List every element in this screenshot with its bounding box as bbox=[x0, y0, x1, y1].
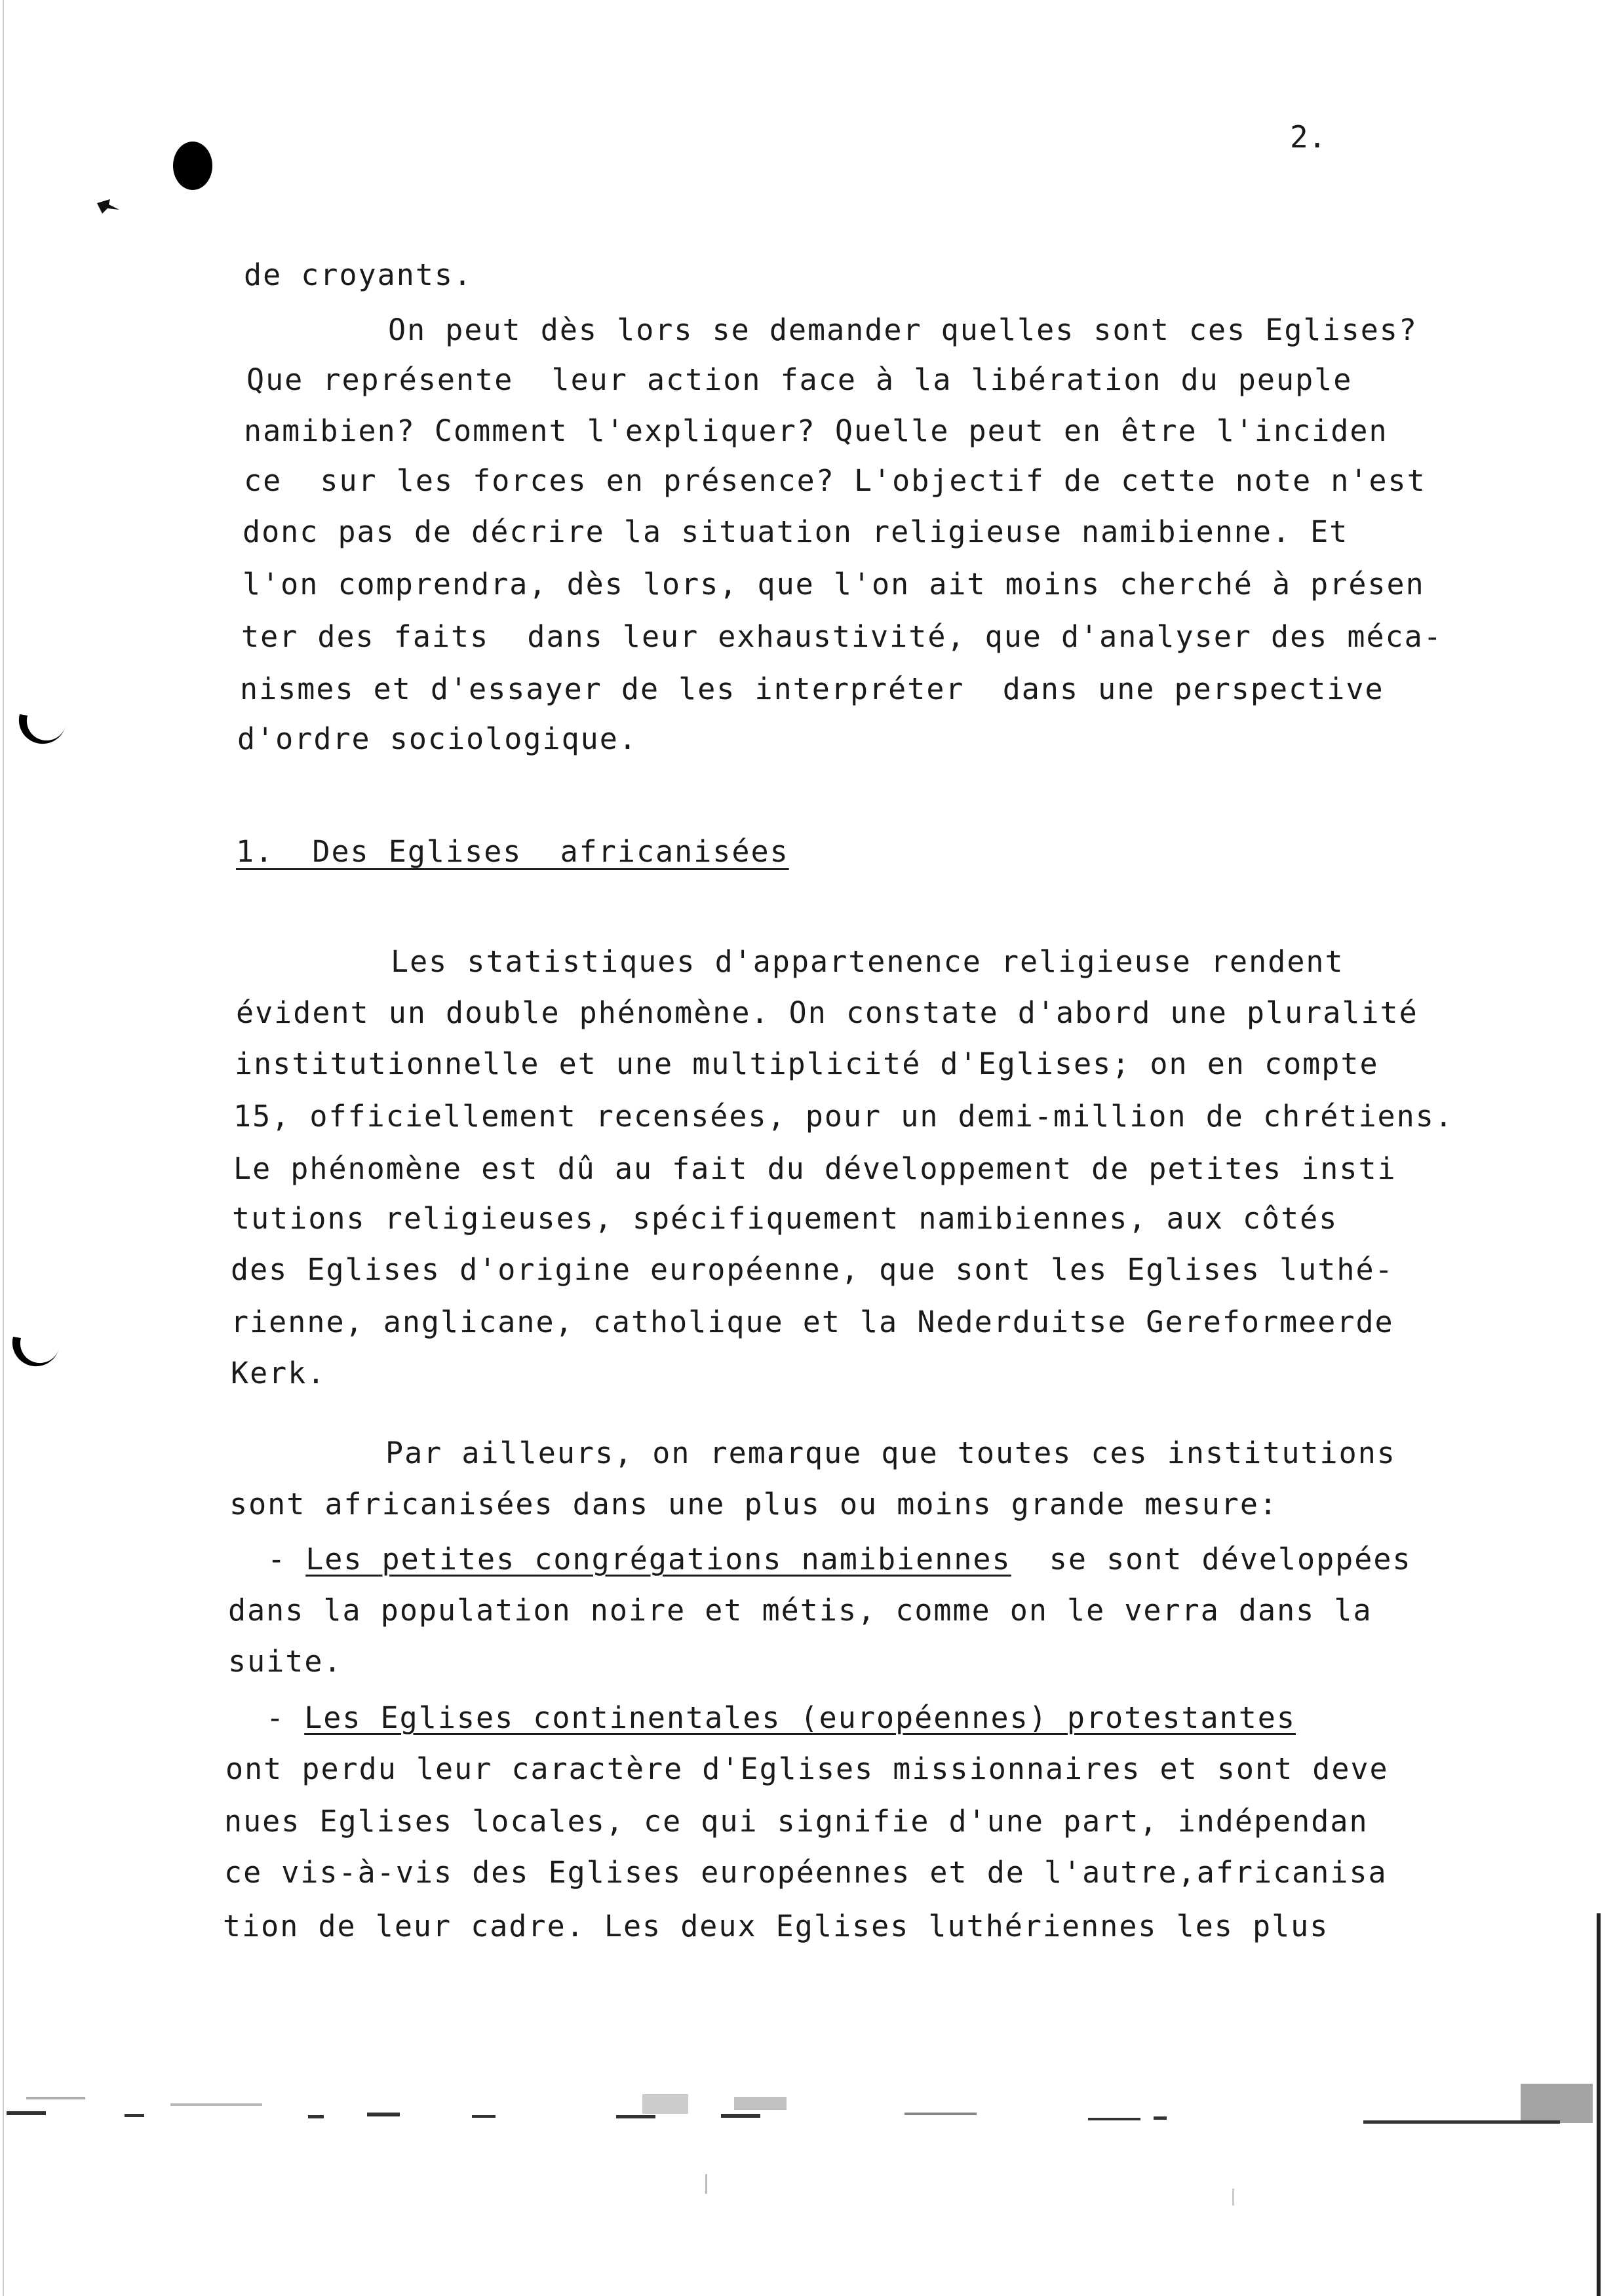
punch-hole-mark bbox=[173, 142, 212, 190]
paragraph-3-line-2: sont africanisées dans une plus ou moins grande mesure: bbox=[229, 1487, 1279, 1521]
bullet-2-line-4: ce vis-à-vis des Eglises européennes et de l'autre,africanisa bbox=[224, 1855, 1388, 1890]
paragraph-1-line-4: namibien? Comment l'expliquer? Quelle peut en être l'inciden bbox=[244, 413, 1388, 448]
bullet-2-line-3: nues Eglises locales, ce qui signifie d'une part, indépendan bbox=[224, 1804, 1369, 1839]
bullet-1-line-2: dans la population noire et métis, comme on le verra dans la bbox=[228, 1593, 1372, 1628]
binder-ring-mark-lower bbox=[7, 1317, 66, 1376]
bullet-1-line-3: suite. bbox=[228, 1644, 343, 1679]
paragraph-1-line-9: nismes et d'essayer de les interpréter dans une perspective bbox=[240, 672, 1384, 706]
scan-faint-line-2 bbox=[1232, 2189, 1234, 2206]
bullet-2-dash: - bbox=[266, 1700, 286, 1735]
binder-ring-mark-upper bbox=[13, 695, 72, 754]
scan-speck bbox=[96, 197, 122, 216]
paragraph-1-line-6: donc pas de décrire la situation religieuse namibienne. Et bbox=[243, 514, 1349, 549]
paragraph-2-line-9: Kerk. bbox=[231, 1356, 326, 1390]
bullet-2-line-2: ont perdu leur caractère d'Eglises missionnaires et sont deve bbox=[225, 1751, 1389, 1786]
paragraph-2-line-7: des Eglises d'origine européenne, que sont les Eglises luthé- bbox=[231, 1252, 1394, 1287]
bullet-1-first-line bbox=[267, 1541, 1412, 1578]
scan-noise-band bbox=[0, 2057, 1615, 2136]
paragraph-1-line-10: d'ordre sociologique. bbox=[237, 721, 638, 756]
bullet-1-rest: se sont développées bbox=[1011, 1542, 1412, 1577]
bullet-2-line-5: tion de leur cadre. Les deux Eglises luthériennes les plus bbox=[223, 1909, 1329, 1943]
paragraph-1-line-5: ce sur les forces en présence? L'objectif de cette note n'est bbox=[244, 463, 1426, 498]
paragraph-2-line-4: 15, officiellement recensées, pour un demi-million de chrétiens. bbox=[233, 1099, 1454, 1134]
scan-left-edge bbox=[3, 0, 4, 2296]
paragraph-1-line-3: Que représente leur action face à la libération du peuple bbox=[246, 362, 1353, 397]
page-number: 2. bbox=[1290, 119, 1327, 155]
bullet-2-title: Les Eglises continentales (européennes) protestantes bbox=[304, 1700, 1296, 1735]
paragraph-1-line-8: ter des faits dans leur exhaustivité, que d'analyser des méca- bbox=[241, 619, 1443, 654]
bullet-1-dash: - bbox=[267, 1542, 287, 1577]
scan-faint-line-1 bbox=[705, 2174, 707, 2194]
paragraph-2-line-5: Le phénomène est dû au fait du développement de petites insti bbox=[233, 1151, 1397, 1186]
paragraph-3-line-1: Par ailleurs, on remarque que toutes ces institutions bbox=[385, 1436, 1396, 1470]
paragraph-1-line-7: l'on comprendra, dès lors, que l'on ait moins cherché à présen bbox=[243, 567, 1425, 602]
paragraph-2-line-2: évident un double phénomène. On constate d'abord une pluralité bbox=[236, 995, 1418, 1030]
paragraph-2-line-3: institutionnelle et une multiplicité d'Eglises; on en compte bbox=[235, 1046, 1379, 1081]
paragraph-2-line-6: tutions religieuses, spécifiquement namibiennes, aux côtés bbox=[232, 1201, 1338, 1236]
bullet-1-title: Les petites congrégations namibiennes bbox=[305, 1542, 1011, 1577]
paragraph-2-line-8: rienne, anglicane, catholique et la Nederduitse Gereformeerde bbox=[231, 1305, 1394, 1339]
paragraph-2-line-1: Les statistiques d'appartenence religieuse rendent bbox=[391, 944, 1344, 979]
section-heading: 1. Des Eglises africanisées bbox=[236, 834, 789, 869]
bullet-2-first-line bbox=[266, 1700, 1296, 1736]
paragraph-1-line-2: On peut dès lors se demander quelles sont ces Eglises? bbox=[388, 313, 1418, 347]
paragraph-1-line-1: de croyants. bbox=[244, 258, 473, 292]
